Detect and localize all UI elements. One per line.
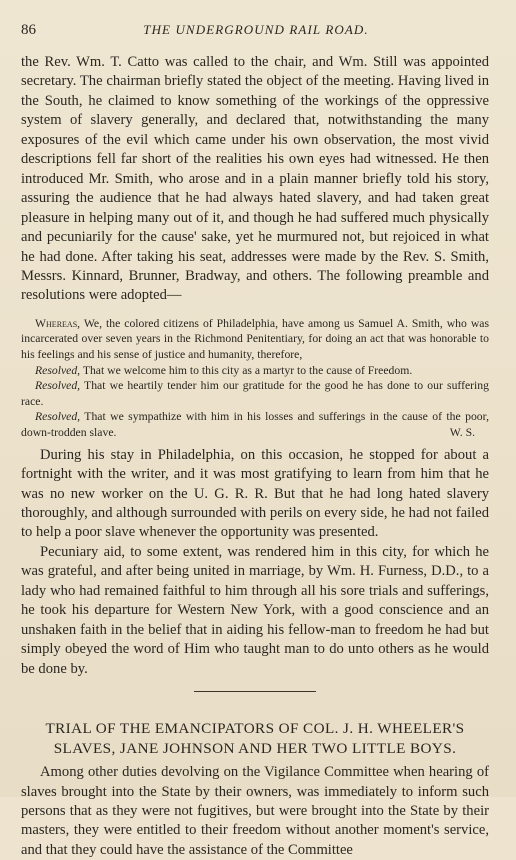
resolution-1-text: That we welcome him to this city as a martyr to the cause of Freedom. [80, 363, 413, 377]
resolution-2-text: That we heartily tender him our gratitude for the good he has done to our suffering race. [21, 379, 489, 408]
paragraph-meeting: the Rev. Wm. T. Catto was called to the chair, and Wm. Still was appointed secretary. The chairman briefly stated the object of the meeting. Having lived in the South, he claimed to know something of the workings of the oppressive system of slavery generally, and declared that, notwithstanding the many exposures of the evil which came under his own observation, the most vivid descriptions fell far short of the realities his own eyes had witnessed. He then introduced Mr. Smith, who arose and in a plain manner briefly told his story, assuring the audience that he had always hated slavery, and had taken great pleasure in helping many out of it, and though he had suffered much physically and pecuniarily for the cause' sake, yet he murmured not, but rejoiced in what he had done. After taking his seat, addresses were made by the Rev. S. Smith, Messrs. Kinnard, Brunner, Bradway, and others. The following preamble and resolutions were adopted— [21, 54, 489, 304]
paragraph-departure: Pecuniary aid, to some extent, was rendered him in this city, for which he was grateful, and after being united in marriage, by Wm. H. Furness, D.D., to a lady who had remained faithful to him through all his sore trials and sufferings, he took his departure for Western New York, with a good conscience and an unshaken faith in the belief that in aiding his fellow-man to freedom he had but simply obeyed the word of Him who taught man to do unto others as he would be done by. [21, 543, 489, 677]
section-divider [194, 691, 316, 692]
running-title: THE UNDERGROUND RAIL ROAD. [143, 22, 369, 37]
paragraph-trial: Among other duties devolving on the Vigilance Committee when hearing of slaves brought into the State by their owners, was immediately to inform such persons that as they were not fugitives, but were brought into the State by their masters, they were entitled to their freedom without another moment's service, and that they could have the assistance of the Committee [21, 764, 489, 858]
section-title-line-1: TRIAL OF THE EMANCIPATORS OF COL. J. H. WHEELER'S [45, 720, 465, 738]
signature: W. S. [449, 426, 475, 440]
resolution-2 [21, 378, 489, 409]
whereas-word: Whereas, [35, 316, 81, 330]
whereas-text: We, the colored citizens of Philadelphia, have among us Samuel A. Smith, who was incarcerated over seven years in the Richmond Penitentiary, for doing an act that was honorable to his feelings and his sense of justice and humanity, therefore, [21, 316, 489, 362]
section-title [21, 719, 489, 758]
resolution-3-text: That we sympathize with him in his losses and sufferings in the cause of the poor, down-trodden slave. [21, 410, 489, 440]
resolved-word: Resolved, [35, 410, 81, 424]
resolved-word: Resolved, [35, 363, 81, 377]
resolution-1 [21, 363, 489, 379]
paragraph-stay: During his stay in Philadelphia, on this occasion, he stopped for about a fortnight with the writer, and it was most gratifying to learn from him that he was no new worker on the U. G. R. R. But that he had long hated slavery thoroughly, and although surrounded with perils on every side, he had not failed to help a poor slave whenever the opportunity was presented. [21, 446, 489, 541]
whereas-clause [21, 316, 489, 363]
resolutions-block [21, 316, 489, 441]
section-title-line-2: SLAVES, JANE JOHNSON AND HER TWO LITTLE BOYS. [53, 739, 457, 757]
resolution-3 [21, 409, 489, 440]
page-number: 86 [21, 22, 36, 38]
resolved-word: Resolved, [35, 379, 81, 393]
running-head [21, 22, 489, 44]
